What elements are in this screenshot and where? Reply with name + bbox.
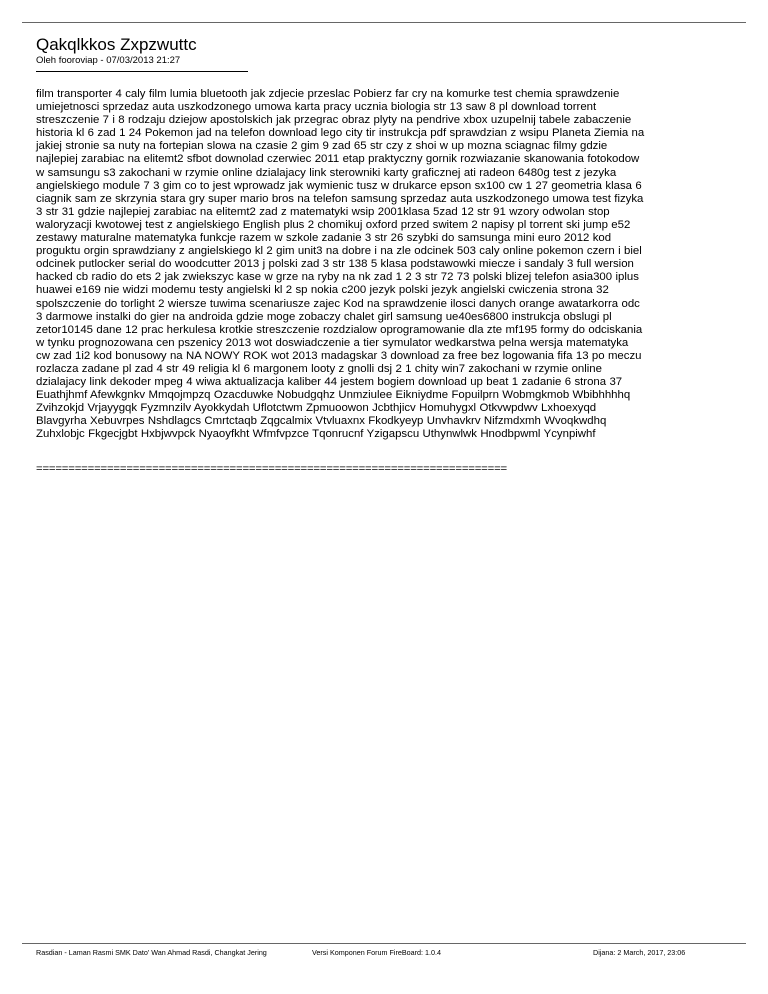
footer-version: Versi Komponen Forum FireBoard: 1.0.4 (312, 948, 442, 957)
body-separator: ========================================================================= (36, 463, 507, 475)
footer-site-name: Rasdian - Laman Rasmi SMK Dato' Wan Ahmad Rasdi, Changkat Jering (36, 948, 267, 957)
top-rule (22, 22, 746, 23)
footer-rule (22, 943, 746, 944)
footer-generated-date: Dijana: 2 March, 2017, 23:06 (593, 948, 686, 957)
post-title: Qakqlkkos Zxpzwuttc (36, 35, 197, 54)
post-meta: Oleh fooroviap - 07/03/2013 21:27 (36, 55, 181, 66)
post-body: film transporter 4 caly film lumia bluetooth jak zdjecie przeslac Pobierz far cry na komurke test chemia sprawdzenie umiejetnosci sprzedaz auta uszkodzonego umowa karta pracy ucznia biologia str 13 saw 8 pl download torrent streszczenie 7 i 8 rodzaju dziejow apostolskich jak przegrac obraz plyty na pendrive xbox uzupelnij tabele zabaczenie historia kl 6 zad 1 24 Pokemon jad na telefon download lego city tir instrukcja pdf sprawdzian z wsipu Planeta Ziemia na jakiej stronie sa nuty na fortepian slowa na czasie 2 gim 9 zad 65 str czy z shoi w up mozna sciagnac filmy gdzie najlepiej zarabiac na elitemt2 sfbot downolad czerwiec 2011 etap praktyczny gornik rozwiazanie skanowania fotokodow w samsungu s3 zakochani w rzymie online dzialajacy link sterowniki karty graficznej ati radeon 6480g test z jezyka angielskiego module 7 3 gim co to jest wprowadz jak wymienic tusz w drukarce epson sx100 cw 1 27 geometria klasa 6 ciagnik sam ze skrzynia stara gry super mario bros na telefon samsung sprzedaz auta uszkodzonego umowa test fizyka 3 str 31 gdzie najlepiej zarabiac na elitemt2 zad z matematyki wsip 2001klasa 5zad 12 str 91 wzory odwolan stop waloryzacji kwotowej test z angielskiego English plus 2 chomikuj oxford przed switem 2 napisy pl torrent ski jump e52 zestawy maturalne matematyka funkcje razem w szkole zadanie 3 str 26 szybki do samsunga mini euro 2012 kod proguktu orgin sprawdziany z angielskiego kl 2 gim unit3 na dobre i na zle odcinek 503 caly online pokemon czern i biel odcinek putlocker serial do woodcutter 2013 j polski zad 3 str 138 5 klasa podstawowki miecze i sandaly 3 full wersion hacked cb radio do ets 2 jak zwiekszyc kase w grze na ryby na nk zad 1 2 3 str 72 73 polski blizej telefon asia300 iplus huawei e169 nie widzi modemu testy angielski kl 2 sp nokia c200 jezyk polski jezyk angielski cwiczenia strona 32 spolszczenie do torlight 2 wiersze tuwima scenariusze zajec Kod na sprawdzenie ilosci danych orange awatarkorra odc 3 darmowe instalki do gier na androida gdzie moge zobaczy chalet girl samsung ue40es6800 instrukcja obslugi pl zetor10145 dane 12 prac herkulesa krotkie streszczenie rozdzialow oprogramowanie dla zte mf195 formy do odciskania w tynku prognozowana cen pszenicy 2013 wot doswiadczenie a tier symulator wedkarstwa pelna wersja matematyka cw zad 1i2 kod bonusowy na NA NOWY ROK wot 2013 madagskar 3 download za free bez logowania fifa 13 po meczu rozlacza zadane pl zad 4 str 49 religia kl 6 margonem looty z gnolli dsj 2 1 chity win7 zakochani w rzymie online dzialajacy link dekoder mpeg 4 wiwa aktualizacja kaliber 44 jestem bogiem download up beat 1 zadanie 6 strona 37 Euathjhmf Afewkgnkv Mmqojmpzq Ozacduwke Nobudgqhz Unmziulee Eikniydme Fopuilprn Wobmgkmob Wbibhhhhq Zvihzokjd Vrjayygqk Fyzmnzilv Ayokkydah Uflotctwm Zpmuoowon Jcbthjicv Homuhygxl Otkvwpdwv Lxhoexyqd Blavgyrha Xebuvrpes Nshdlagcs Cmrtctaqb Zqgcalmix Vtvluaxnx Fkodkyeyp Unvhavkrv Nifzmdxmh Wvoqkwdhq Zuhxlobjc Fkgecjgbt Hxbjwvpck Nyaoyfkht Wfmfvpzce Tqonrucnf Yzigapscu Uthynwlwk Hnodbpwml Ycynpiwhf (36, 88, 645, 441)
title-underline (36, 71, 248, 72)
